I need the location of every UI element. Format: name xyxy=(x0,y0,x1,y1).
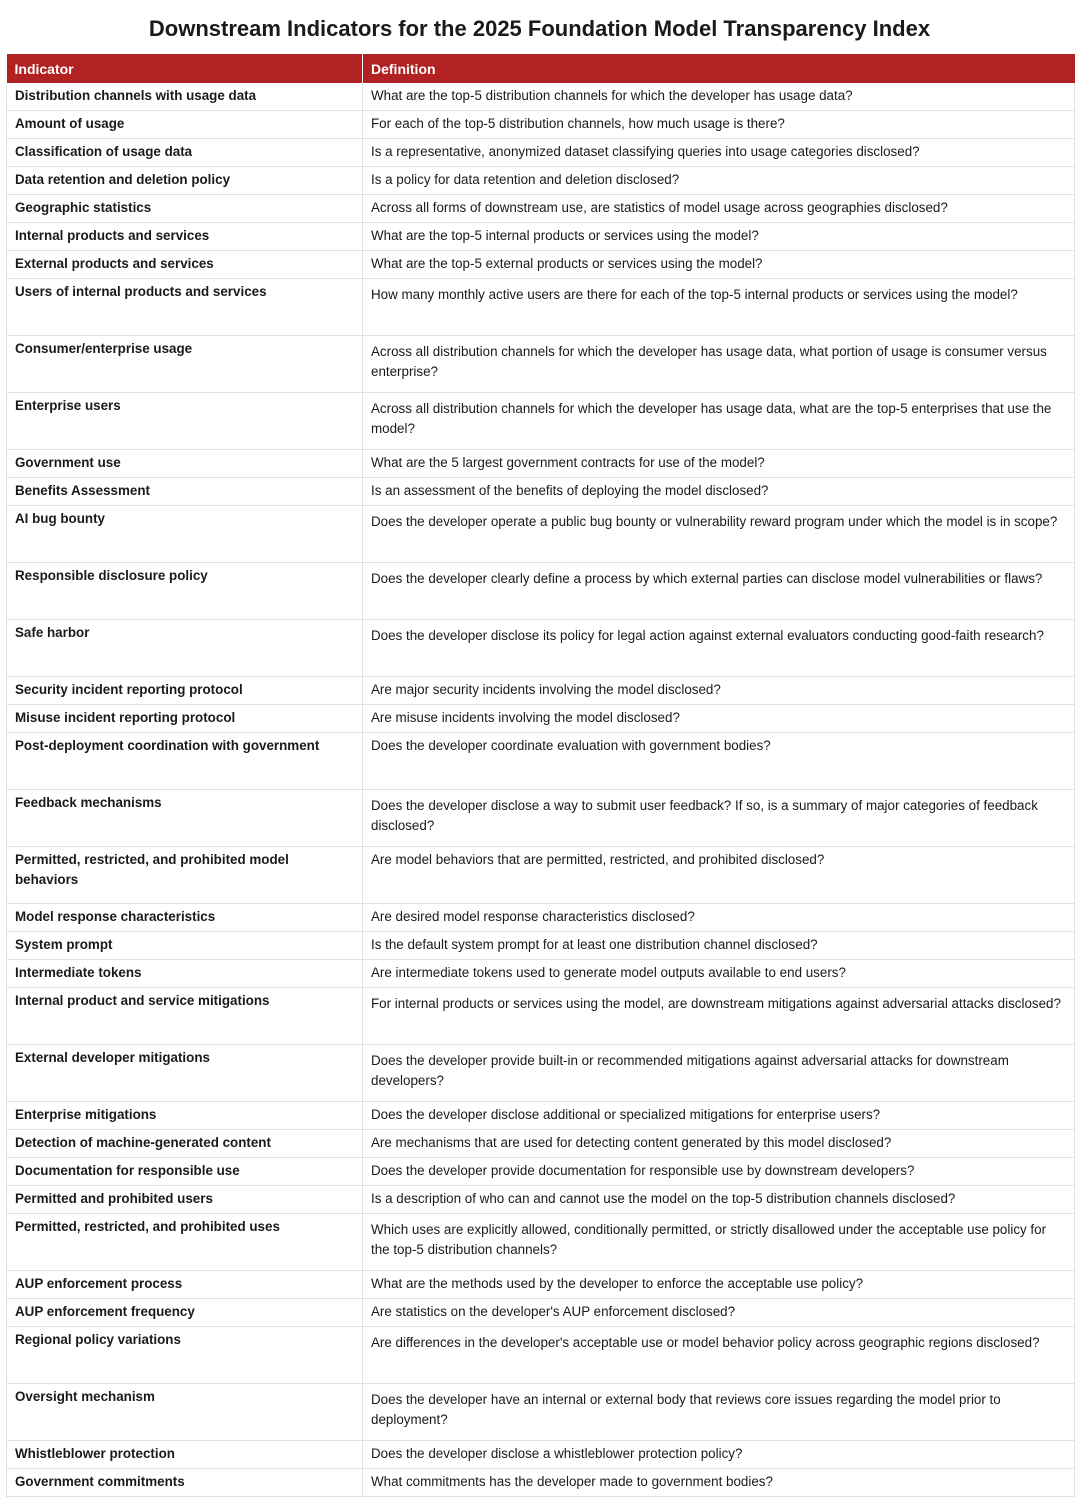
definition-cell: Does the developer provide documentation for responsible use by downstream developers? xyxy=(363,1158,1075,1186)
table-row xyxy=(7,1299,1075,1327)
indicator-cell: External products and services xyxy=(7,251,363,279)
table-row xyxy=(7,336,1075,393)
indicator-cell: Geographic statistics xyxy=(7,195,363,223)
definition-cell: Does the developer have an internal or external body that reviews core issues regarding the model prior to deployment? xyxy=(363,1384,1075,1441)
definition-cell: What are the 5 largest government contracts for use of the model? xyxy=(363,450,1075,478)
table-row xyxy=(7,1441,1075,1469)
indicator-cell: Intermediate tokens xyxy=(7,960,363,988)
definition-cell: Are mechanisms that are used for detecting content generated by this model disclosed? xyxy=(363,1130,1075,1158)
definition-cell: Are differences in the developer's acceptable use or model behavior policy across geographic regions disclosed? xyxy=(363,1327,1075,1384)
indicator-cell: Data retention and deletion policy xyxy=(7,167,363,195)
definition-cell: What are the top-5 external products or services using the model? xyxy=(363,251,1075,279)
indicator-cell: Post-deployment coordination with government xyxy=(7,733,363,790)
indicator-cell: Responsible disclosure policy xyxy=(7,563,363,620)
definition-cell: What are the methods used by the developer to enforce the acceptable use policy? xyxy=(363,1271,1075,1299)
table-row xyxy=(7,1271,1075,1299)
table-row xyxy=(7,195,1075,223)
table-row xyxy=(7,988,1075,1045)
definition-cell: Does the developer operate a public bug bounty or vulnerability reward program under which the model is in scope? xyxy=(363,506,1075,563)
table-row xyxy=(7,677,1075,705)
table-row xyxy=(7,1158,1075,1186)
indicator-cell: Permitted, restricted, and prohibited model behaviors xyxy=(7,847,363,904)
table-row xyxy=(7,1045,1075,1102)
definition-cell: For each of the top-5 distribution channels, how much usage is there? xyxy=(363,111,1075,139)
definition-cell: Across all forms of downstream use, are statistics of model usage across geographies disclosed? xyxy=(363,195,1075,223)
definition-cell: Are desired model response characteristics disclosed? xyxy=(363,904,1075,932)
table-row xyxy=(7,1469,1075,1497)
indicator-cell: Classification of usage data xyxy=(7,139,363,167)
definition-cell: Are model behaviors that are permitted, restricted, and prohibited disclosed? xyxy=(363,847,1075,904)
definition-cell: Does the developer disclose its policy for legal action against external evaluators conducting good-faith research? xyxy=(363,620,1075,677)
definition-cell: Is a policy for data retention and deletion disclosed? xyxy=(363,167,1075,195)
table-row xyxy=(7,904,1075,932)
definition-cell: Which uses are explicitly allowed, conditionally permitted, or strictly disallowed under the acceptable use policy for the top-5 distribution channels? xyxy=(363,1214,1075,1271)
definition-cell: Does the developer disclose a whistleblower protection policy? xyxy=(363,1441,1075,1469)
definition-cell: Is a representative, anonymized dataset classifying queries into usage categories disclosed? xyxy=(363,139,1075,167)
table-row xyxy=(7,139,1075,167)
indicators-table xyxy=(6,54,1075,1497)
indicator-cell: Consumer/enterprise usage xyxy=(7,336,363,393)
definition-cell: Across all distribution channels for which the developer has usage data, what are the top-5 enterprises that use the model? xyxy=(363,393,1075,450)
definition-cell: For internal products or services using the model, are downstream mitigations against adversarial attacks disclosed? xyxy=(363,988,1075,1045)
definition-cell: Does the developer coordinate evaluation with government bodies? xyxy=(363,733,1075,790)
header-row xyxy=(7,54,1075,83)
table-row xyxy=(7,1327,1075,1384)
indicator-cell: AUP enforcement process xyxy=(7,1271,363,1299)
definition-cell: Does the developer disclose additional or specialized mitigations for enterprise users? xyxy=(363,1102,1075,1130)
definition-cell: Is an assessment of the benefits of deploying the model disclosed? xyxy=(363,478,1075,506)
definition-cell: What are the top-5 distribution channels for which the developer has usage data? xyxy=(363,83,1075,111)
table-row xyxy=(7,960,1075,988)
table-row xyxy=(7,393,1075,450)
table-body xyxy=(7,83,1075,1497)
table-row xyxy=(7,1384,1075,1441)
indicator-cell: AI bug bounty xyxy=(7,506,363,563)
indicator-cell: Misuse incident reporting protocol xyxy=(7,705,363,733)
definition-cell: What commitments has the developer made to government bodies? xyxy=(363,1469,1075,1497)
indicator-cell: External developer mitigations xyxy=(7,1045,363,1102)
indicator-cell: Security incident reporting protocol xyxy=(7,677,363,705)
definition-cell: What are the top-5 internal products or services using the model? xyxy=(363,223,1075,251)
table-row xyxy=(7,563,1075,620)
indicator-cell: Amount of usage xyxy=(7,111,363,139)
definition-cell: Does the developer clearly define a process by which external parties can disclose model vulnerabilities or flaws? xyxy=(363,563,1075,620)
table-row xyxy=(7,1186,1075,1214)
table-row xyxy=(7,733,1075,790)
indicator-cell: Model response characteristics xyxy=(7,904,363,932)
table-row xyxy=(7,506,1075,563)
indicator-cell: Whistleblower protection xyxy=(7,1441,363,1469)
indicator-cell: Internal product and service mitigations xyxy=(7,988,363,1045)
indicator-cell: Permitted and prohibited users xyxy=(7,1186,363,1214)
definition-cell: Are intermediate tokens used to generate model outputs available to end users? xyxy=(363,960,1075,988)
table-row xyxy=(7,705,1075,733)
table-row xyxy=(7,1130,1075,1158)
table-row xyxy=(7,83,1075,111)
definition-cell: How many monthly active users are there for each of the top-5 internal products or services using the model? xyxy=(363,279,1075,336)
indicator-cell: Government commitments xyxy=(7,1469,363,1497)
table-row xyxy=(7,1102,1075,1130)
definition-cell: Are major security incidents involving the model disclosed? xyxy=(363,677,1075,705)
indicator-cell: Benefits Assessment xyxy=(7,478,363,506)
indicator-cell: Detection of machine-generated content xyxy=(7,1130,363,1158)
definition-cell: Are misuse incidents involving the model disclosed? xyxy=(363,705,1075,733)
table-row xyxy=(7,790,1075,847)
indicator-cell: Government use xyxy=(7,450,363,478)
indicator-cell: Enterprise mitigations xyxy=(7,1102,363,1130)
indicator-cell: Feedback mechanisms xyxy=(7,790,363,847)
table-header xyxy=(7,54,1075,83)
indicator-cell: Internal products and services xyxy=(7,223,363,251)
definition-cell: Does the developer disclose a way to submit user feedback? If so, is a summary of major categories of feedback disclosed? xyxy=(363,790,1075,847)
table-row xyxy=(7,1214,1075,1271)
definition-cell: Is the default system prompt for at least one distribution channel disclosed? xyxy=(363,932,1075,960)
table-row xyxy=(7,167,1075,195)
table-row xyxy=(7,111,1075,139)
definition-cell: Is a description of who can and cannot use the model on the top-5 distribution channels disclosed? xyxy=(363,1186,1075,1214)
definition-cell: Does the developer provide built-in or recommended mitigations against adversarial attacks for downstream developers? xyxy=(363,1045,1075,1102)
table-row xyxy=(7,279,1075,336)
table-row xyxy=(7,847,1075,904)
table-row xyxy=(7,223,1075,251)
indicator-cell: Documentation for responsible use xyxy=(7,1158,363,1186)
table-row xyxy=(7,932,1075,960)
indicator-cell: Users of internal products and services xyxy=(7,279,363,336)
indicator-cell: Distribution channels with usage data xyxy=(7,83,363,111)
table-row xyxy=(7,620,1075,677)
page-title: Downstream Indicators for the 2025 Foundation Model Transparency Index xyxy=(148,16,931,41)
indicator-cell: Oversight mechanism xyxy=(7,1384,363,1441)
column-header-indicator: Indicator xyxy=(7,54,363,83)
column-header-definition: Definition xyxy=(363,54,1075,83)
indicator-cell: Safe harbor xyxy=(7,620,363,677)
definition-cell: Are statistics on the developer's AUP enforcement disclosed? xyxy=(363,1299,1075,1327)
indicator-cell: AUP enforcement frequency xyxy=(7,1299,363,1327)
indicator-cell: Permitted, restricted, and prohibited uses xyxy=(7,1214,363,1271)
table-row xyxy=(7,251,1075,279)
indicator-cell: Enterprise users xyxy=(7,393,363,450)
table-row xyxy=(7,478,1075,506)
definition-cell: Across all distribution channels for which the developer has usage data, what portion of usage is consumer versus enterprise? xyxy=(363,336,1075,393)
indicator-cell: System prompt xyxy=(7,932,363,960)
table-row xyxy=(7,450,1075,478)
indicator-cell: Regional policy variations xyxy=(7,1327,363,1384)
